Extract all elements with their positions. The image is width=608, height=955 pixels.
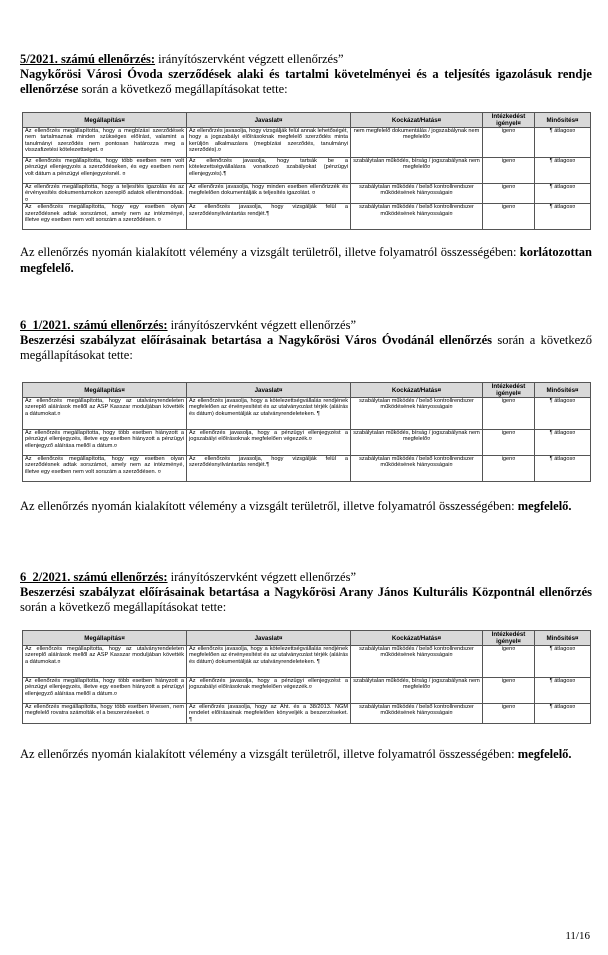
- table-row: Az ellenőrzés megállapította, hogy a teljesítés igazolás és az érvényesítés dokumentumokon szereplő adatok ellentmondóak. ¤ Az ellenőrzés javasolja, hogy minden esetben ellenőrizzék és megfelelően dokumentálják a teljesítés igazolást. ¤ szabálytalan működés / belső kontrollrendszer működésének hiányosságai¤ igen¤ ¶ átlagos¤: [23, 184, 591, 204]
- conclusion-text: Az ellenőrzés nyomán kialakított vélemény a vizsgált területről, illetve folyamatról összességében: korlátozottan megfelelő.: [20, 245, 592, 275]
- section-subtitle: Nagykőrösi Városi Óvoda szerződések alaki és tartalmi követelményei és a teljesítés igazolásuk rendje ellenőrzése során a következő megállapításokat tette:: [20, 67, 592, 96]
- header-minosites: Minősítés¤: [535, 383, 591, 398]
- page-number: 11/16: [565, 930, 590, 942]
- findings-table: [22, 112, 591, 230]
- table-row: Az ellenőrzés megállapította, hogy az utalványrendeleten szereplő aláírások mellől az ASP Kasszar moduljában követték a dátumokat.¤ Az ellenőrzés javasolja, hogy a kötelezettségvállalás rendjének megfelelően az érvényesítést és az utalványozást térjék (aláírás és dátum) dokumentálják az utalványrendeleteken. ¶ szabálytalan működés / belső kontrollrendszer működésének hiányosságai¤ igen¤ ¶ átlagos¤: [23, 646, 591, 678]
- header-megallapitas: Megállapítás¤: [23, 383, 187, 398]
- findings-table: [22, 630, 591, 724]
- findings-table-2-wrap: [20, 382, 592, 482]
- header-javaslat: Javaslat¤: [187, 383, 351, 398]
- table-row: Az ellenőrzés megállapította, hogy egy esetben olyan szerződésnek adtak sorszámot, amely nem az intézményé, illetve egy esetben nem volt sorszám a szerződésen. ¤ Az ellenőrzés javasolja, hogy vizsgálják felül a szerződésnyilvántartás rendjét.¶ szabálytalan működés / belső kontrollrendszer működésének hiányosságai¤ igen¤ ¶ átlagos¤: [23, 204, 591, 230]
- header-intezkedes: Intézkedést igényel¤: [483, 113, 535, 128]
- section-heading: 6_2/2021. számú ellenőrzés: irányítószervként végzett ellenőrzés”: [20, 570, 356, 584]
- findings-table: [22, 382, 591, 482]
- table-row: Az ellenőrzés megállapította, hogy egy esetben olyan szerződésnek adtak sorszámot, amely nem az intézményé, illetve egy esetben nem volt sorszám a szerződésen. ¤ Az ellenőrzés javasolja, hogy vizsgálják felül a szerződésnyilvántartás rendjét.¶ szabálytalan működés / belső kontrollrendszer működésének hiányosságai¤ igen¤ ¶ átlagos¤: [23, 456, 591, 482]
- header-intezkedes: Intézkedést igényel¤: [483, 631, 535, 646]
- table-row: Az ellenőrzés megállapította, hogy a megbízási szerződések nem tartalmaznak minden szükséges előírást, valamint a tanulmányi szerződés nem pontosan határozza meg a visszafizetési kötelezettséget. ¤ Az ellenőrzés javasolja, hogy vizsgálják felül annak lehetőségét, hogy a jogszabályi előírásoknak megfelelő szerződés minta kerüljön alkalmazásra (megbízási szerződés, tanulmányi szerződés).¤ nem megfelelő dokumentálás / jogszabálynak nem megfelelő¤ igen¤ ¶ átlagos¤: [23, 128, 591, 158]
- table-row: Az ellenőrzés megállapította, hogy több esetben hiányzott a pénzügyi ellenjegyzés, illetve egy esetben hiányzott a pénzügyi ellenjegyző aláírása mellől a dátum.¤ Az ellenőrzés javasolja, hogy a pénzügyi ellenjegyzést a jogszabályi előírásoknak megfelelően végezzék.¤ szabálytalan működés, bírság / jogszabálynak nem megfelelő¤ igen¤ ¶ átlagos¤: [23, 430, 591, 456]
- section-5-2021: [20, 52, 592, 97]
- table-row: Az ellenőrzés megállapította, hogy az utalványrendeleten szereplő aláírások mellől az ASP Kasszar moduljában követték a dátumokat.¤ Az ellenőrzés javasolja, hogy a kötelezettségvállalás rendjének megfelelően az érvényesítést és az utalványozást térjék (aláírás és dátum) dokumentálják az utalványrendeleteken. ¶ szabálytalan működés / belső kontrollrendszer működésének hiányosságai¤ igen¤ ¶ átlagos¤: [23, 398, 591, 430]
- section-subtitle: Beszerzési szabályzat előírásainak betartása a Nagykőrösi Arany János Kulturális Központnál ellenőrzés során a következő megállapításokat tette:: [20, 585, 592, 614]
- header-kockazat: Kockázat/Hatás¤: [351, 631, 483, 646]
- conclusion-text: Az ellenőrzés nyomán kialakított vélemény a vizsgált területről, illetve folyamatról összességében: megfelelő.: [20, 747, 572, 761]
- table-row: Az ellenőrzés megállapította, hogy több esetben lévesen, nem megfelelő rovatra számolták el a beszerzéseket. ¤ Az ellenőrzés javasolja, hogy az Áht. és a 38/2013. NGM rendelet előírásainak megfelelően könyveljék a beszerzéseket. ¶ szabálytalan működés / belső kontrollrendszer működésének hiányosságai¤ igen¤ ¶ átlagos¤: [23, 704, 591, 724]
- conclusion-text: Az ellenőrzés nyomán kialakított vélemény a vizsgált területről, illetve folyamatról összességében: megfelelő.: [20, 499, 572, 513]
- findings-table-3-wrap: [20, 630, 592, 724]
- section-heading: 6_1/2021. számú ellenőrzés: irányítószervként végzett ellenőrzés”: [20, 318, 356, 332]
- header-minosites: Minősítés¤: [535, 113, 591, 128]
- findings-table-1-wrap: [20, 112, 592, 230]
- header-megallapitas: Megállapítás¤: [23, 631, 187, 646]
- header-minosites: Minősítés¤: [535, 631, 591, 646]
- section-6-2-2021: [20, 570, 592, 615]
- section-heading: 5/2021. számú ellenőrzés: irányítószervként végzett ellenőrzés”: [20, 52, 344, 66]
- header-intezkedes: Intézkedést igényel¤: [483, 383, 535, 398]
- header-javaslat: Javaslat¤: [187, 631, 351, 646]
- header-javaslat: Javaslat¤: [187, 113, 351, 128]
- header-kockazat: Kockázat/Hatás¤: [351, 113, 483, 128]
- header-megallapitas: Megállapítás¤: [23, 113, 187, 128]
- table-row: Az ellenőrzés megállapította, hogy több esetben hiányzott a pénzügyi ellenjegyzés, illetve egy esetben hiányzott a pénzügyi ellenjegyző aláírása mellől a dátum.¤ Az ellenőrzés javasolja, hogy a pénzügyi ellenjegyzést a jogszabályi előírásoknak megfelelően végezzék.¤ szabálytalan működés, bírság / jogszabálynak nem megfelelő¤ igen¤ ¶ átlagos¤: [23, 678, 591, 704]
- section-6-1-2021: [20, 318, 592, 363]
- header-kockazat: Kockázat/Hatás¤: [351, 383, 483, 398]
- table-row: Az ellenőrzés megállapította, hogy több esetben nem volt pénzügyi ellenjegyzés a szerződéseken, és egy esetben nem volt dátum a pénzügyi ellenjegyzésnél. ¤ Az ellenőrzés javasolja, hogy tartsák be a kötelezettségvállalásra vonatkozó szabályokat (pénzügyi ellenjegyzés).¶ szabálytalan működés, bírság / jogszabálynak nem megfelelő¤ igen¤ ¶ átlagos¤: [23, 158, 591, 184]
- section-subtitle: Beszerzési szabályzat előírásainak betartása a Nagykőrösi Város Óvodánál ellenőrzés során a következő megállapításokat tette:: [20, 333, 592, 362]
